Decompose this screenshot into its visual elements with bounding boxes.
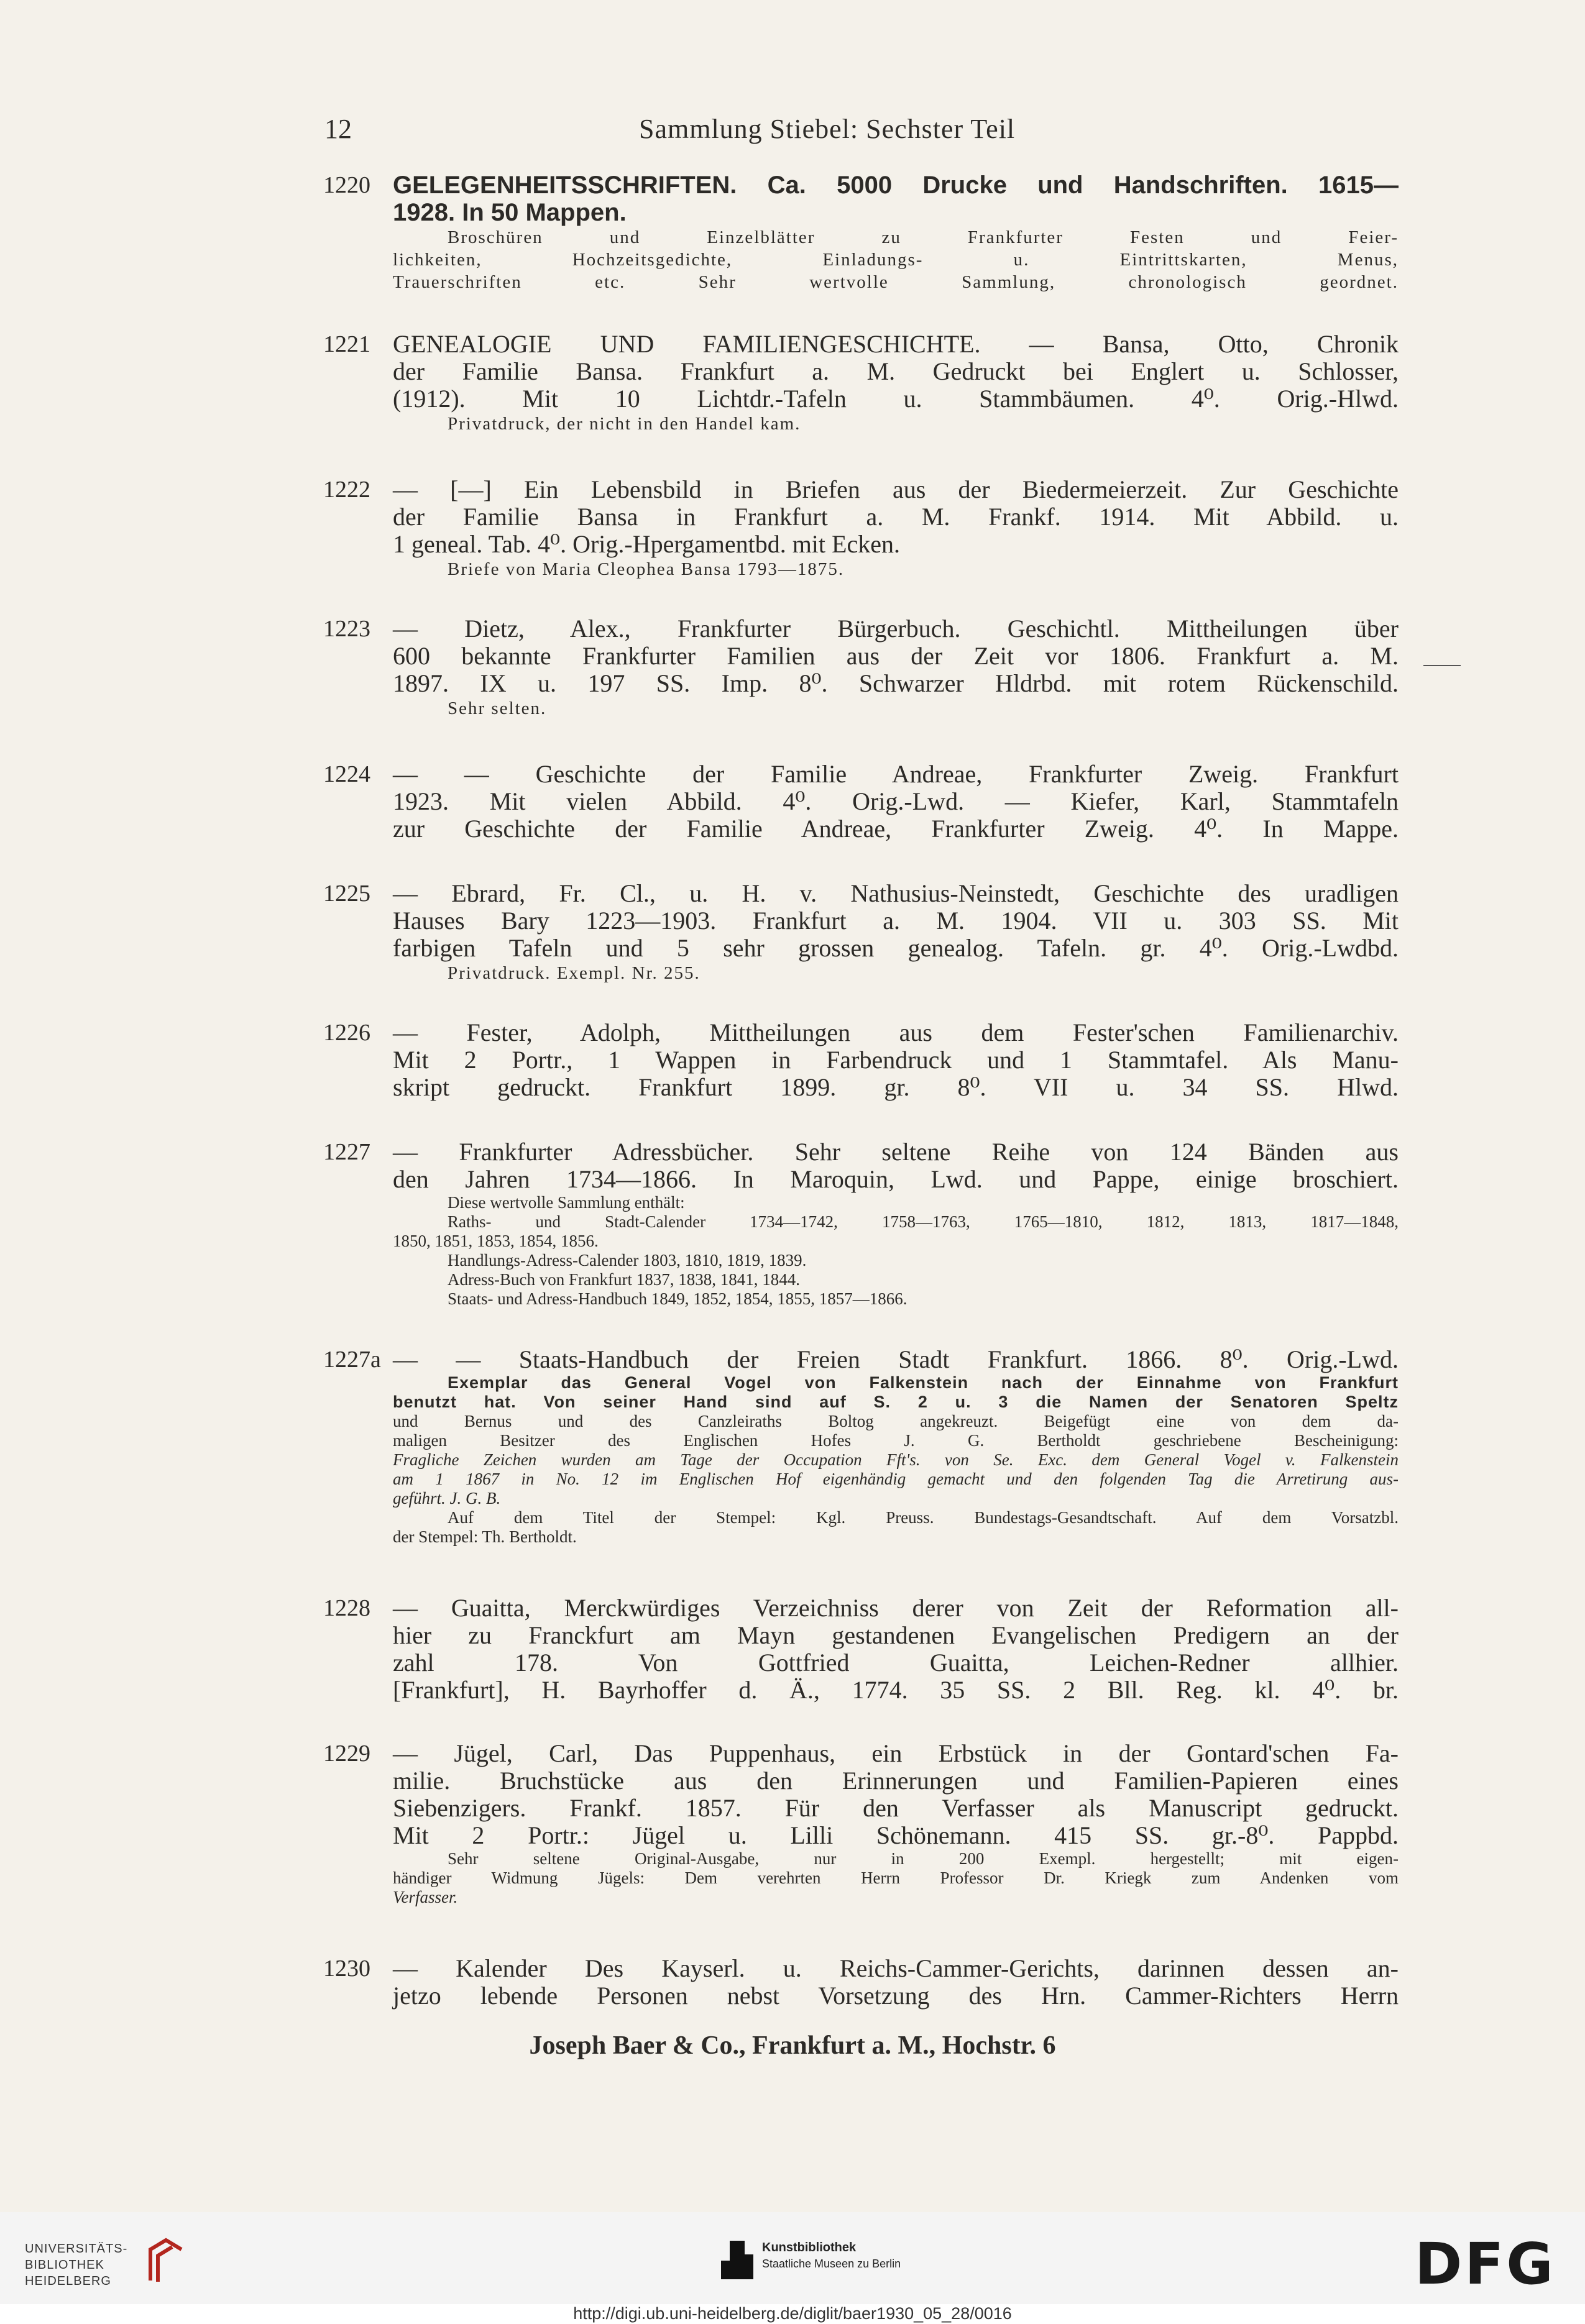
source-url[interactable]: http://digi.ub.uni-heidelberg.de/diglit/baer1930_05_28/0016 — [573, 2304, 1012, 2323]
entry-number: 1225 — [323, 881, 370, 907]
entry-text: Siebenzigers. Frankf. 1857. Für den Verfasser als Manuscript gedruckt. — [393, 1794, 1399, 1822]
catalog-entry-1226 — [323, 1019, 1405, 1101]
entry-note: Trauerschriften etc. Sehr wertvolle Sammlung, chronologisch geordnet. — [393, 272, 1399, 292]
catalog-entry-1228 — [323, 1594, 1405, 1704]
entry-note: Verfasser. — [393, 1888, 458, 1906]
entry-number: 1228 — [323, 1595, 370, 1621]
entry-title: — Frankfurter Adressbücher. Sehr seltene Reihe von 124 Bänden aus — [393, 1138, 1399, 1166]
entry-number: 1223 — [323, 616, 370, 642]
catalog-entry-1225 — [323, 880, 1405, 984]
entry-title: GELEGENHEITSSCHRIFTEN. Ca. 5000 Drucke und Handschriften. 1615— — [393, 172, 1399, 199]
pencil-mark — [1423, 665, 1461, 666]
entry-note: Sehr selten. — [448, 698, 547, 718]
entry-number: 1224 — [323, 761, 370, 787]
entry-text: 1 geneal. Tab. 4⁰. Orig.-Hpergamentbd. mit Ecken. — [393, 530, 900, 558]
uni-line-1: UNIVERSITÄTS- — [25, 2242, 128, 2256]
entry-text: 1923. Mit vielen Abbild. 4⁰. Orig.-Lwd. — Kiefer, Karl, Stammtafeln — [393, 787, 1399, 815]
uni-line-3: HEIDELBERG — [25, 2274, 111, 2288]
entry-note: benutzt hat. Von seiner Hand sind auf S. 2 u. 3 die Namen der Senatoren Speltz — [393, 1393, 1399, 1411]
entry-text: zur Geschichte der Familie Andreae, Frankfurter Zweig. 4⁰. In Mappe. — [393, 815, 1399, 843]
entry-note: Privatdruck, der nicht in den Handel kam. — [448, 414, 801, 434]
entry-text: zahl 178. Von Gottfried Guaitta, Leichen-Redner allhier. — [393, 1649, 1399, 1677]
entry-text: hier zu Franckfurt am Mayn gestandenen Evangelischen Predigern an der — [393, 1621, 1399, 1649]
entry-note: lichkeiten, Hochzeitsgedichte, Einladungs- u. Eintrittskarten, Menus, — [393, 250, 1399, 270]
entry-title: — — Geschichte der Familie Andreae, Frankfurter Zweig. Frankfurt — [393, 760, 1399, 788]
publisher-footer: Joseph Baer & Co., Frankfurt a. M., Hochstr. 6 — [529, 2031, 1056, 2060]
entry-text: farbigen Tafeln und 5 sehr grossen genealog. Tafeln. gr. 4⁰. Orig.-Lwdbd. — [393, 934, 1399, 962]
library-branding-bar — [0, 2212, 1585, 2304]
entry-number: 1226 — [323, 1020, 370, 1046]
entry-title: — Jügel, Carl, Das Puppenhaus, ein Erbstück in der Gontard'schen Fa- — [393, 1739, 1399, 1767]
university-logo-icon — [144, 2237, 188, 2287]
entry-number: 1222 — [323, 477, 370, 503]
entry-title: GENEALOGIE UND FAMILIENGESCHICHTE. — Bansa, Otto, Chronik — [393, 330, 1399, 358]
entry-title: — Dietz, Alex., Frankfurter Bürgerbuch. Geschichtl. Mittheilungen über — [393, 615, 1399, 643]
entry-text: Mit 2 Portr., 1 Wappen in Farbendruck und 1 Stammtafel. Als Manu- — [393, 1046, 1399, 1074]
entry-title: — Kalender Des Kayserl. u. Reichs-Cammer-Gerichts, darinnen dessen an- — [393, 1954, 1399, 1982]
kb-line-1: Kunstbibliothek — [762, 2241, 857, 2254]
entry-note: Staats- und Adress-Handbuch 1849, 1852, 1854, 1855, 1857—1866. — [448, 1289, 907, 1308]
kunstbibliothek-label — [762, 2239, 901, 2272]
kunstbibliothek-logo-icon — [721, 2236, 753, 2279]
entry-text: Mit 2 Portr.: Jügel u. Lilli Schönemann. 415 SS. gr.-8⁰. Pappbd. — [393, 1821, 1399, 1849]
catalog-entry-1227 — [323, 1138, 1405, 1309]
entry-text: Hauses Bary 1223—1903. Frankfurt a. M. 1904. VII u. 303 SS. Mit — [393, 907, 1399, 935]
entry-number: 1220 — [323, 172, 370, 198]
entry-note: der Stempel: Th. Bertholdt. — [393, 1527, 577, 1546]
entry-text: [Frankfurt], H. Bayrhoffer d. Ä., 1774. 35 SS. 2 Bll. Reg. kl. 4⁰. br. — [393, 1676, 1399, 1704]
entry-note: Exemplar das General Vogel von Falkenstein nach der Einnahme von Frankfurt — [448, 1373, 1399, 1392]
entry-note: und Bernus und des Canzleiraths Boltog angekreuzt. Beigefügt eine von dem da- — [393, 1412, 1399, 1430]
entry-number: 1227a — [323, 1347, 381, 1373]
entry-note: maligen Besitzer des Englischen Hofes J. G. Bertholdt geschriebene Bescheinigung: — [393, 1431, 1399, 1450]
entry-text: der Familie Bansa. Frankfurt a. M. Gedruckt bei Englert u. Schlosser, — [393, 357, 1399, 385]
entry-note: Adress-Buch von Frankfurt 1837, 1838, 1841, 1844. — [448, 1270, 800, 1289]
entry-text: (1912). Mit 10 Lichtdr.-Tafeln u. Stammbäumen. 4⁰. Orig.-Hlwd. — [393, 385, 1399, 413]
entry-note: Auf dem Titel der Stempel: Kgl. Preuss. Bundestags-Gesandtschaft. Auf dem Vorsatzbl. — [448, 1508, 1399, 1527]
entry-title: — Fester, Adolph, Mittheilungen aus dem Fester'schen Familienarchiv. — [393, 1018, 1399, 1046]
entry-number: 1227 — [323, 1139, 370, 1165]
entry-text: 1897. IX u. 197 SS. Imp. 8⁰. Schwarzer Hldrbd. mit rotem Rückenschild. — [393, 669, 1399, 697]
entry-note: Raths- und Stadt-Calender 1734—1742, 1758—1763, 1765—1810, 1812, 1813, 1817—1848, — [448, 1212, 1399, 1231]
entry-note: geführt. J. G. B. — [393, 1489, 501, 1507]
catalog-entry-1221 — [323, 331, 1405, 435]
entry-number: 1221 — [323, 331, 370, 357]
catalog-entry-1229 — [323, 1740, 1405, 1907]
page-number: 12 — [324, 114, 352, 144]
university-library-label — [25, 2241, 127, 2289]
entry-note: Fragliche Zeichen wurden am Tage der Occupation Fft's. von Se. Exc. dem General Vogel v. Falkenstein — [393, 1450, 1399, 1469]
catalog-entry-1220 — [323, 172, 1405, 293]
entry-text: den Jahren 1734—1866. In Maroquin, Lwd. und Pappe, einige broschiert. — [393, 1165, 1399, 1193]
entry-note: Sehr seltene Original-Ausgabe, nur in 200 Exempl. hergestellt; mit eigen- — [448, 1849, 1399, 1868]
catalog-entry-1224 — [323, 761, 1405, 843]
entry-title: — Ebrard, Fr. Cl., u. H. v. Nathusius-Neinstedt, Geschichte des uradligen — [393, 879, 1399, 907]
entry-number: 1230 — [323, 1956, 370, 1982]
entry-note: Broschüren und Einzelblätter zu Frankfurter Festen und Feier- — [448, 227, 1399, 247]
catalog-entry-1230 — [323, 1955, 1405, 2010]
catalog-entry-1227a — [323, 1346, 1405, 1547]
entry-text: 1928. In 50 Mappen. — [393, 199, 627, 226]
entry-text: der Familie Bansa in Frankfurt a. M. Frankf. 1914. Mit Abbild. u. — [393, 503, 1399, 531]
entry-note: Briefe von Maria Cleophea Bansa 1793—1875. — [448, 559, 845, 579]
entry-title: — — Staats-Handbuch der Freien Stadt Frankfurt. 1866. 8⁰. Orig.-Lwd. — [393, 1345, 1399, 1373]
entry-text: jetzo lebende Personen nebst Vorsetzung des Hrn. Cammer-Richters Herrn — [393, 1982, 1399, 2010]
entry-text: 600 bekannte Frankfurter Familien aus der Zeit vor 1806. Frankfurt a. M. — [393, 642, 1399, 670]
entry-number: 1229 — [323, 1741, 370, 1767]
entry-note: Privatdruck. Exempl. Nr. 255. — [448, 963, 701, 983]
catalog-entry-1223 — [323, 615, 1405, 720]
entry-note: Diese wertvolle Sammlung enthält: — [448, 1193, 685, 1212]
entry-note: 1850, 1851, 1853, 1854, 1856. — [393, 1232, 599, 1250]
dfg-logo: DFG — [1415, 2231, 1556, 2297]
entry-note: Handlungs-Adress-Calender 1803, 1810, 1819, 1839. — [448, 1251, 807, 1270]
entry-note: händiger Widmung Jügels: Dem verehrten Herrn Professor Dr. Kriegk zum Andenken vom — [393, 1869, 1399, 1887]
catalog-entry-1222 — [323, 476, 1405, 580]
uni-line-2: BIBLIOTHEK — [25, 2258, 104, 2272]
running-title: Sammlung Stiebel: Sechster Teil — [639, 114, 1016, 144]
entry-note: am 1 1867 in No. 12 im Englischen Hof eigenhändig gemacht und den folgenden Tag die Arretirung aus- — [393, 1470, 1399, 1488]
entry-title: — [—] Ein Lebensbild in Briefen aus der Biedermeierzeit. Zur Geschichte — [393, 475, 1399, 503]
entry-title: — Guaitta, Merckwürdiges Verzeichniss derer von Zeit der Reformation all- — [393, 1594, 1399, 1622]
entry-text: milie. Bruchstücke aus den Erinnerungen und Familien-Papieren eines — [393, 1767, 1399, 1795]
kb-line-2: Staatliche Museen zu Berlin — [762, 2258, 901, 2270]
entry-text: skript gedruckt. Frankfurt 1899. gr. 8⁰. VII u. 34 SS. Hlwd. — [393, 1073, 1399, 1101]
